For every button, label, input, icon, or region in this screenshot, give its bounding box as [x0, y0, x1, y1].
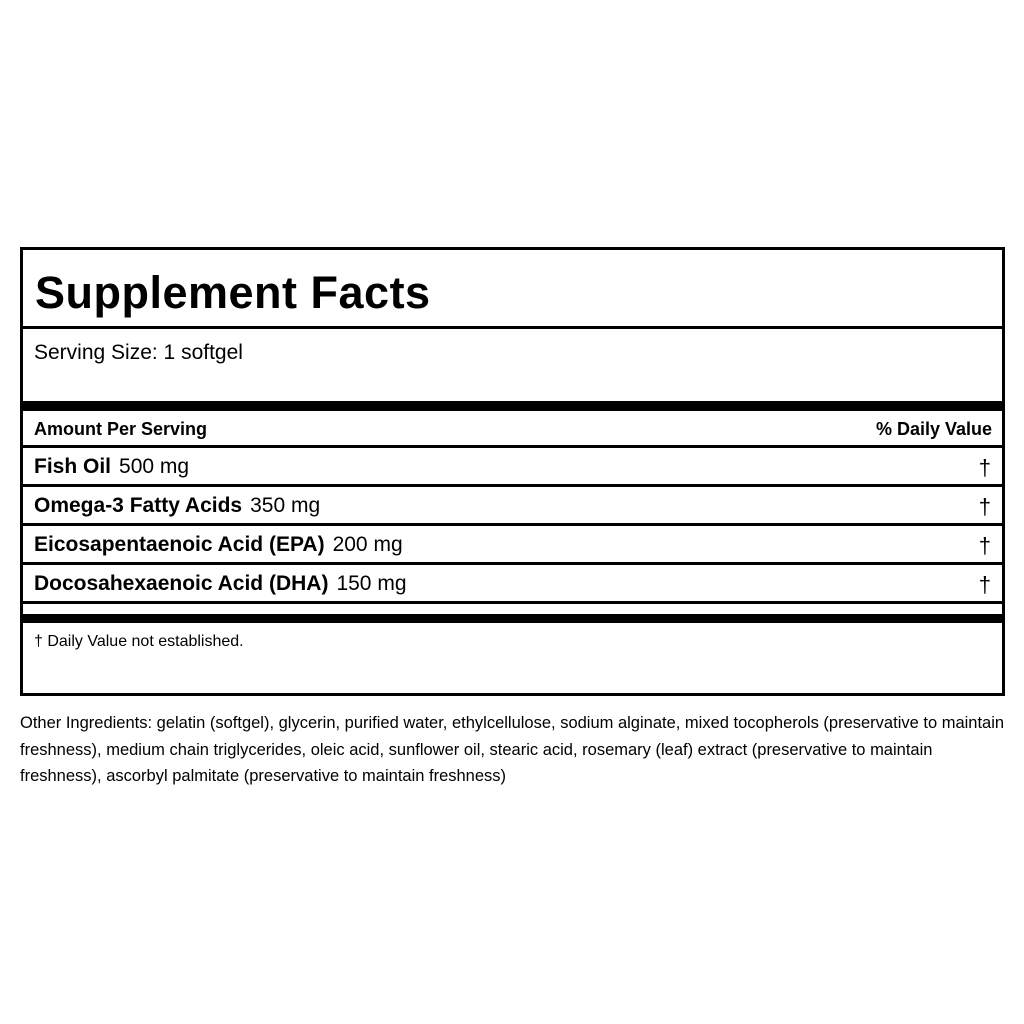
column-header-row [23, 411, 1002, 448]
nutrient-row [23, 565, 1002, 604]
nutrient-name: Omega-3 Fatty Acids [34, 494, 243, 517]
nutrient-row [23, 448, 1002, 487]
panel-title: Supplement Facts [35, 267, 431, 318]
nutrient-name: Docosahexaenoic Acid (DHA) [34, 572, 329, 595]
nutrient-entry [34, 532, 403, 558]
nutrient-daily-value: † [978, 572, 991, 597]
nutrient-amount: 200 mg [332, 533, 403, 556]
nutrient-amount: 350 mg [250, 494, 321, 517]
nutrient-name: Fish Oil [34, 455, 112, 478]
serving-section [23, 329, 1002, 401]
other-ingredients: Other Ingredients: gelatin (softgel), glycerin, purified water, ethylcellulose, sodium alginate, mixed tocopherols (preservative to maintain freshness), medium chain triglycerides, oleic acid, sunflower oil, stearic acid, rosemary (leaf) extract (preservative to maintain freshness), ascorbyl palmitate (preservative to maintain freshness) [20, 714, 1005, 785]
serving-size: Serving Size: 1 softgel [34, 341, 243, 364]
nutrient-daily-value: † [978, 533, 991, 558]
nutrient-daily-value: † [978, 494, 991, 519]
amount-per-serving-header: Amount Per Serving [34, 419, 208, 439]
nutrient-entry [34, 493, 320, 519]
nutrient-daily-value: † [978, 455, 991, 480]
nutrient-row [23, 487, 1002, 526]
panel-title-section [23, 250, 1002, 329]
nutrient-entry [34, 571, 407, 597]
daily-value-header: % Daily Value [875, 419, 992, 439]
nutrient-amount: 500 mg [119, 455, 190, 478]
nutrient-name: Eicosapentaenoic Acid (EPA) [34, 533, 325, 556]
nutrient-amount: 150 mg [336, 572, 407, 595]
thick-divider [23, 614, 1002, 623]
nutrient-entry [34, 454, 189, 480]
daily-value-footnote: † Daily Value not established. [34, 633, 244, 650]
thick-divider [23, 401, 1002, 411]
supplement-facts-panel [20, 247, 1005, 696]
nutrient-row [23, 526, 1002, 565]
nutrient-rows [23, 448, 1002, 604]
